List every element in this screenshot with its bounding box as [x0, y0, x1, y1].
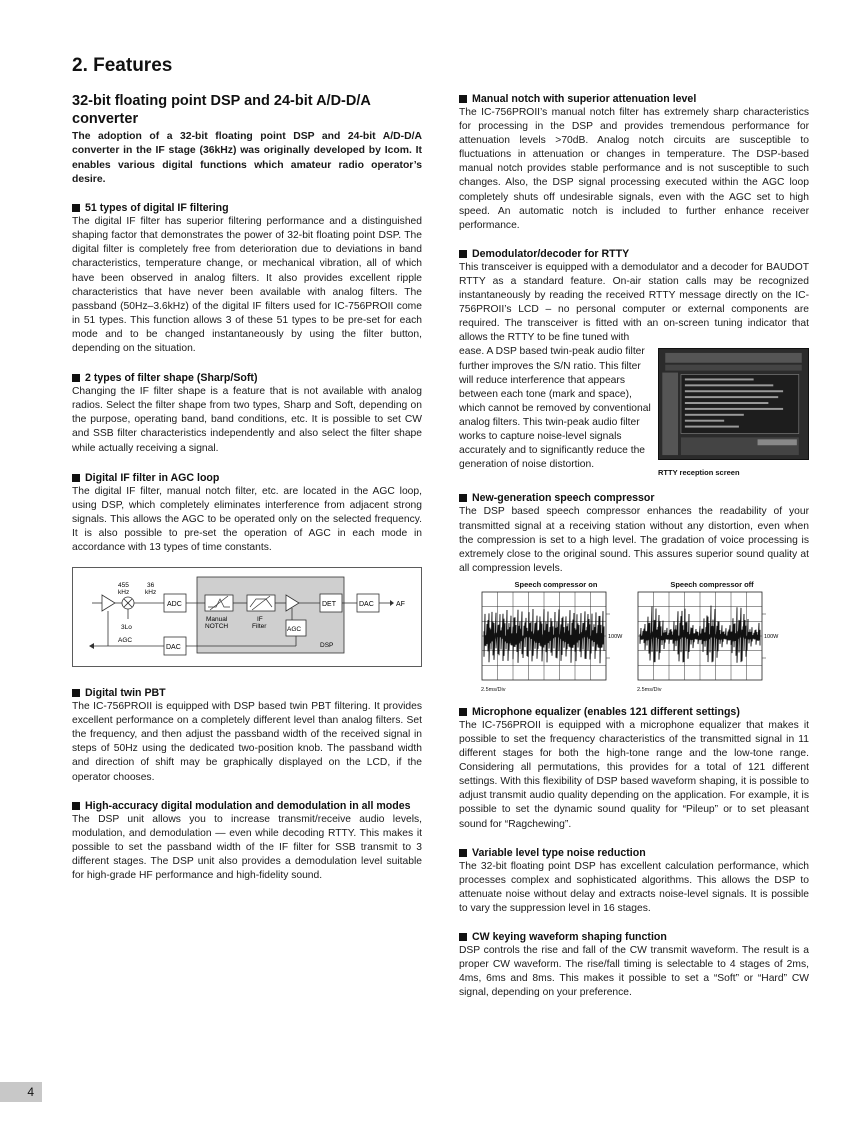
dac-loop-label: DAC: [166, 644, 181, 652]
section-heading: Digital twin PBT: [72, 686, 422, 700]
dsp-label: DSP: [320, 642, 334, 650]
section-heading: Digital IF filter in AGC loop: [72, 471, 422, 485]
section-text: Changing the IF filter shape is a feature that is not available with analog radios. Select the filter shape from two types, Sharp and Soft, depending on the purpose, operating band, band conditions, etc. It is possible to set CW and SSB filter characteristics independently and also select the filter shape while actually receiving a signal.: [72, 386, 422, 454]
section-noise-reduction: [459, 846, 809, 916]
section-heading: Manual notch with superior attenuation level: [459, 92, 809, 106]
scope-row: [459, 580, 809, 693]
scope-title: Speech compressor off: [670, 579, 754, 589]
section-text: The digital IF filter, manual notch filter, etc. are located in the AGC loop, using DSP, which completely eliminates interference from adjacent strong signals. This allows the AGC to be operated only on the selected frequency. It is also possible to pre-set the operation of AGC in each mode in accordance with 13 types of time constants.: [72, 485, 422, 553]
bullet-square-icon: [459, 849, 467, 857]
scope-title: Speech compressor on: [514, 579, 598, 589]
section-heading: CW keying waveform shaping function: [459, 930, 809, 944]
bullet-square-icon: [72, 474, 80, 482]
oscilloscope-on-image: [481, 591, 631, 681]
section-cw-keying: [459, 930, 809, 1000]
bullet-square-icon: [72, 802, 80, 810]
oscilloscope-off-image: [637, 591, 787, 681]
section-speech-compressor: [459, 491, 809, 692]
section-agc-loop: [72, 471, 422, 555]
rtty-wrap: [459, 345, 809, 477]
section-text: The IC-756PROII’s manual notch filter has extremely sharp characteristics for processing in the DSP and provides tremendous performance for attenuation levels >70dB. Analog notch circuits are susceptible to fluctuations in attenuation or changes in temperature. The DSP-based manual notch provides stable performance and is not susceptible to such changes. Also, the DSP signal processing executed within the AGC loop completely shuts off undesirable signals, even with the AGC set to high speed. An automatic notch is included to further enhance receiver performance.: [459, 107, 809, 231]
section-heading: New-generation speech compressor: [459, 491, 809, 505]
section-digital-if-filtering: [72, 201, 422, 356]
filter-label: Filter: [252, 623, 267, 631]
bullet-square-icon: [72, 204, 80, 212]
scope-timebase: 2.5ms/Div: [481, 686, 506, 693]
section-text: The DSP based speech compressor enhances the readability of your transmitted signal at a receiving station without any distortion, even when the compression is set to a high level. The gradation of voice processing is extremely close to the original sound. This assures superior sound quality at all compression levels.: [459, 506, 809, 574]
if-label: IF: [257, 616, 263, 624]
section-text: This transceiver is equipped with a demodulator and a decoder for BAUDOT RTTY as a standard feature. On-air station calls may be recognized instantaneously by reading the received RTTY message directly on the IC-756PROII’s LCD – no personal computer or external components are required. The transceiver is fitted with an on-screen tuning indicator that allows the RTTY to be fine tuned with: [459, 261, 809, 344]
section-heading: 2 types of filter shape (Sharp/Soft): [72, 371, 422, 385]
rtty-screen-image: [658, 348, 809, 460]
left-column: [72, 92, 422, 883]
det-label: DET: [322, 601, 336, 609]
scope-level-label: 100W: [608, 633, 623, 640]
section-text: ease. A DSP based twin-peak audio filter further improves the S/N ratio. This filter will reduce interference that appears between each tone (mark and space), which cannot be removed by conventional analog filters. This twin-peak audio filter works to capture noise-level signals accurately and to significantly reduce the generation of noise distortion.: [459, 346, 651, 471]
af-label: AF: [396, 601, 405, 609]
page-number: 4: [0, 1082, 42, 1102]
section-rtty: [459, 247, 809, 478]
section-digital-modulation: [72, 799, 422, 883]
khz-label: kHz: [145, 589, 157, 597]
rtty-figure: [658, 348, 809, 477]
dsp-block-diagram: [72, 567, 422, 667]
section-twin-pbt: [72, 686, 422, 785]
freq-36-label: 36: [147, 582, 155, 590]
section-text: The digital IF filter has superior filtering performance and a distinguished shaping factor that demonstrates the power of 32-bit floating point DSP. The digital filter is completely free from deterioration due to deviations in band characteristics, temperature change, or mechanical vibration, all of which have been observed in analog filters. It also provides excellent ripple characteristics that have never been available with analog filters. The passband (50Hz–3.6kHz) of the digital IF filters used for IC-756PROII come in 51 types. This function allows 3 of these 51 types to be pre-set for each mode and to be changed instantaneously by using the filter button, depending on the situation.: [72, 216, 422, 355]
section-heading: Variable level type noise reduction: [459, 846, 809, 860]
scope-compressor-on: [481, 580, 631, 693]
notch-label: NOTCH: [205, 623, 229, 631]
page-title: 2. Features: [72, 55, 173, 76]
scope-timebase: 2.5ms/Div: [637, 686, 662, 693]
bullet-square-icon: [459, 708, 467, 716]
section-heading: High-accuracy digital modulation and demodulation in all modes: [72, 799, 422, 813]
adc-label: ADC: [167, 601, 182, 609]
section-heading: Microphone equalizer (enables 121 different settings): [459, 705, 809, 719]
lead-title: 32-bit floating point DSP and 24-bit A/D-D/A converter: [72, 93, 371, 127]
section-text: The DSP unit allows you to increase transmit/receive audio levels, modulation, and demodulation — even while decoding RTTY. This makes it possible to set the passband width of the IF filter for SSB transmit to 3 different stages. The DSP unit also provides a demodulation level suitable for high-grade HF performance and high-fidelity sound.: [72, 813, 422, 881]
dac-output-label: DAC: [359, 601, 374, 609]
agc-box-label: AGC: [287, 626, 302, 634]
khz-label: kHz: [118, 589, 130, 597]
section-manual-notch: [459, 92, 809, 233]
bullet-square-icon: [72, 689, 80, 697]
section-filter-shape: [72, 371, 422, 455]
lo-label: 3Lo: [121, 624, 132, 632]
manual-label: Manual: [206, 616, 228, 624]
section-heading: Demodulator/decoder for RTTY: [459, 247, 809, 261]
bullet-square-icon: [72, 374, 80, 382]
section-text: DSP controls the rise and fall of the CW transmit waveform. The result is a proper CW waveform. The rise/fall timing is selectable to 4 stages of 2ms, 4ms, 6ms and 8ms. This makes it possible to set a “Soft” or “Hard” CW signal, depending on your preference.: [459, 945, 809, 999]
agc-loop-label: AGC: [118, 637, 133, 645]
bullet-square-icon: [459, 933, 467, 941]
section-mic-equalizer: [459, 705, 809, 832]
rtty-caption: RTTY reception screen: [658, 468, 740, 478]
section-text: The IC-756PROII is equipped with a microphone equalizer that makes it possible to set the frequency characteristics of the transmitted signal in 11 different stages for both the high-tone range and the low-tone range. Considering all permutations, this provides for a total of 121 different settings. With this flexibility of DSP based waveform shaping, it is possible to adjust transmit audio quality depending on the application. For example, it is possible to set the dynamic sound quality for “Pileup” or to set pleasant sound for “Ragchewing”.: [459, 719, 809, 830]
section-text: The 32-bit floating point DSP has excellent calculation performance, which processes complex and sophisticated algorithms. This allows the DSP to attenuate noise without delay and extracts noise-level signals. It is possible to vary the suppression level in 16 stages.: [459, 860, 809, 914]
scope-level-label: 100W: [764, 633, 779, 640]
bullet-square-icon: [459, 95, 467, 103]
bullet-square-icon: [459, 250, 467, 258]
section-heading: 51 types of digital IF filtering: [72, 201, 422, 215]
lead-text: The adoption of a 32-bit floating point DSP and 24-bit A/D-D/A converter in the IF stage (36kHz) was originally developed by Icom. It enables various digital functions which amateur radio operator’s desire.: [72, 131, 422, 185]
freq-455-label: 455: [118, 582, 129, 590]
scope-compressor-off: [637, 580, 787, 693]
right-column: [459, 92, 809, 1000]
bullet-square-icon: [459, 494, 467, 502]
section-text: The IC-756PROII is equipped with DSP based twin PBT filtering. It provides excellent performance on a completely different level than analog filters. Set the frequency, and then adjust the passband width of the received signal in steps of 50Hz using the dedicated two-position knob. The passband width and direction of shift may be graphically displayed on the LCD, if the operator chooses.: [72, 701, 422, 783]
